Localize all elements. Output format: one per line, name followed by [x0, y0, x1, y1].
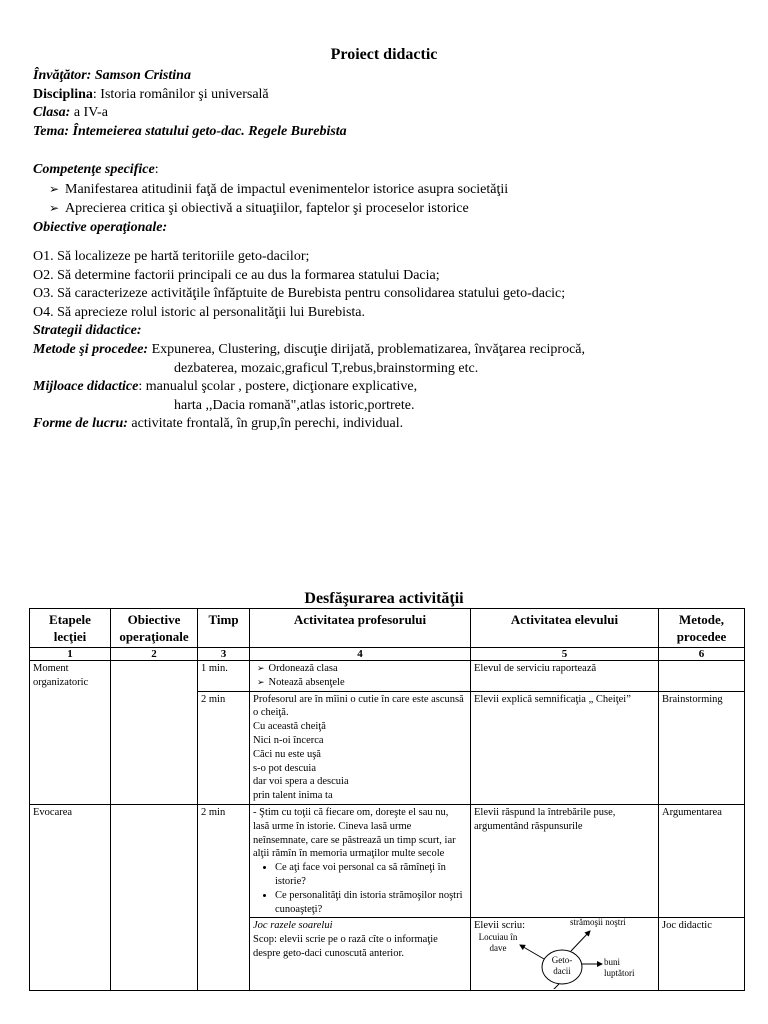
- table-row: [30, 804, 745, 917]
- column-header: Metode, procedee: [659, 609, 745, 648]
- page-title: Proiect didactic: [330, 46, 438, 63]
- teacher-cell: [250, 691, 471, 804]
- center-label: Geto-dacii: [551, 955, 573, 977]
- teacher-list: [253, 662, 467, 690]
- competences-colon: :: [154, 162, 159, 177]
- strategies-label: Strategii didactice:: [33, 323, 142, 339]
- column-number: 1: [30, 648, 111, 661]
- methods-value: Expunerea, Clustering, discuţie dirijată, problematizarea, învăţarea reciprocă,: [148, 341, 585, 357]
- objective-item: O2. Să determine factorii principali ce au dus la formarea statului Dacia;: [33, 267, 440, 283]
- poem-line: prin talent inima ta: [253, 790, 333, 802]
- teacher-cell: [250, 661, 471, 692]
- column-header: Activitatea profesorului: [250, 609, 471, 648]
- ray-line: [520, 945, 544, 959]
- means-line: [33, 378, 748, 397]
- poem-line: Căci nu este uşă: [253, 748, 321, 760]
- activity-table: [29, 608, 745, 991]
- forms-label: Forme de lucru:: [33, 416, 128, 432]
- discipline-line: [33, 86, 748, 105]
- arrow-bullet-icon: ➢: [49, 181, 60, 196]
- methods-line: [33, 341, 748, 360]
- time-cell: 1 min.: [198, 661, 250, 692]
- column-number-row: [30, 648, 745, 661]
- game-title: Joc razele soarelui: [253, 920, 333, 932]
- teacher-cell: [250, 918, 471, 991]
- means-label: Mijloace didactice: [33, 379, 139, 395]
- class-label: Clasa:: [33, 105, 71, 121]
- competences-label: Competenţe specifice: [33, 162, 155, 177]
- column-header: Activitatea elevului: [471, 609, 659, 648]
- competences-block: [33, 161, 748, 237]
- competence-text: Manifestarea atitudinii faţă de impactul evenimentelor istorice asupra societăţii: [65, 181, 509, 197]
- method-cell: [659, 661, 745, 692]
- methods-continuation: dezbaterea, mozaic,graficul T,rebus,brainstorming etc.: [174, 360, 479, 376]
- competences-heading: [33, 161, 748, 180]
- table-header-row: [30, 609, 745, 648]
- teacher-text: Profesorul are în mîini o cutie în care este ascunsă o cheiţă.: [253, 693, 464, 719]
- column-header: Obiective operaţionale: [111, 609, 198, 648]
- competence-text: Aprecierea critica şi obiectivă a situaţiilor, faptelor şi proceselor istorice: [65, 201, 469, 217]
- means-continuation: harta ,,Dacia romană",atlas istoric,portrete.: [174, 397, 415, 413]
- class-value: a IV-a: [70, 105, 108, 121]
- poem-line: Nici n-oi încerca: [253, 734, 324, 746]
- discipline-label: Disciplina: [33, 86, 93, 102]
- objective-item: O4. Să aprecieze rolul istoric al personalităţii lui Burebista.: [33, 304, 366, 320]
- list-item: ➢ Notează absenţele: [271, 676, 467, 690]
- student-cell: Elevii răspund la întrebările puse, argumentând răspunsurile: [471, 804, 659, 917]
- competence-item: [33, 180, 748, 200]
- header-block: [33, 67, 748, 141]
- stage-cell: Evocarea: [30, 804, 111, 990]
- teacher-line: Învăţător: Samson Cristina: [33, 68, 191, 83]
- ray-line: [571, 931, 590, 951]
- forms-value: activitate frontală, în grup,în perechi, individual.: [127, 416, 404, 432]
- class-line: [33, 104, 748, 123]
- objectives-label: Obiective operaţionale:: [33, 219, 168, 235]
- list-item: • Ce personalităţi din istoria strămoşilor noştri cunoaşteţi?: [275, 889, 467, 917]
- time-cell: 2 min: [198, 804, 250, 990]
- column-number: 3: [198, 648, 250, 661]
- column-number: 6: [659, 648, 745, 661]
- teacher-text: Scop: elevii scrie pe o rază cîte o informaţie despre geto-daci cunoscută anterior.: [253, 934, 438, 959]
- discipline-value: : Istoria românilor şi universală: [92, 86, 269, 102]
- column-header: Etapele lecţiei: [30, 609, 111, 648]
- activity-title: Desfăşurarea activităţii: [304, 590, 464, 607]
- methods-label: Metode şi procedee:: [33, 341, 149, 357]
- objective-cell: [111, 661, 198, 805]
- means-value: : manualul şcolar , postere, dicţionare explicative,: [138, 379, 418, 395]
- list-item: ➢ Ordonează clasa: [271, 662, 467, 676]
- competence-item: [33, 199, 748, 219]
- column-number: 4: [250, 648, 471, 661]
- ray-label: strămoşii noştri: [570, 917, 626, 928]
- stage-cell: Moment organizatoric: [30, 661, 111, 805]
- ray-label: Locuiau în dave: [478, 932, 518, 954]
- time-cell: 2 min: [198, 691, 250, 804]
- poem-line: Cu această cheiţă: [253, 721, 326, 733]
- column-header: Timp: [198, 609, 250, 648]
- objective-cell: [111, 804, 198, 990]
- theme-line: Tema: Întemeierea statului geto-dac. Regele Burebista: [33, 123, 347, 139]
- student-cell: Elevul de serviciu raportează: [471, 661, 659, 692]
- column-number: 5: [471, 648, 659, 661]
- poem-line: s-o pot descuia: [253, 762, 316, 774]
- sun-rays-diagram: [474, 919, 655, 989]
- student-cell: [471, 918, 659, 991]
- teacher-cell: [250, 804, 471, 917]
- method-cell: Argumentarea: [659, 804, 745, 917]
- arrow-bullet-icon: ➢: [49, 201, 60, 216]
- student-cell: Elevii explică semnificaţia „ Cheiţei”: [471, 691, 659, 804]
- objective-item: O3. Să caracterizeze activităţile înfăptuite de Burebista pentru consolidarea statului geto-dacic;: [33, 286, 566, 302]
- student-label: Elevii scriu:: [474, 920, 526, 932]
- list-item: • Ce aţi face voi personal ca să rămîneţi în istorie?: [275, 861, 467, 889]
- ray-line: [552, 984, 559, 989]
- objective-item: O1. Să localizeze pe hartă teritoriile geto-dacilor;: [33, 249, 310, 264]
- method-cell: Brainstorming: [659, 691, 745, 804]
- table-row: [30, 661, 745, 692]
- poem-line: dar voi spera a descuia: [253, 776, 349, 788]
- forms-line: [33, 415, 748, 434]
- objectives-block: [33, 248, 748, 434]
- teacher-text: - Ştim cu toţii că fiecare om, doreşte el sau nu, lasă urme în istorie. Cineva lasă urme neînsemnate, care se păstrează un timp scurt, iar alţii rămîn în memoria urmaţilor multe secole: [253, 806, 456, 860]
- ray-label: buni luptători: [604, 957, 635, 979]
- column-number: 2: [111, 648, 198, 661]
- question-list: [253, 861, 467, 916]
- method-cell: Joc didactic: [659, 918, 745, 991]
